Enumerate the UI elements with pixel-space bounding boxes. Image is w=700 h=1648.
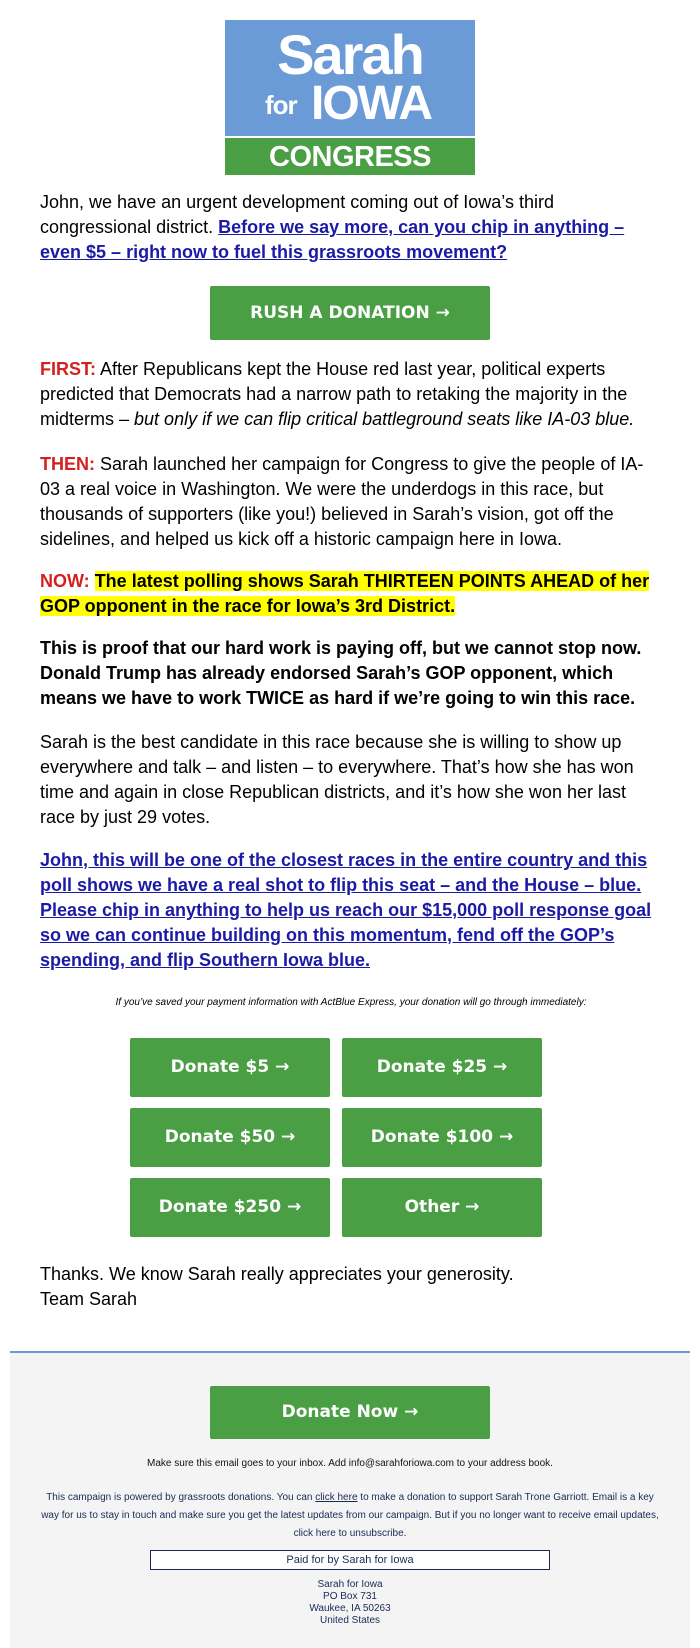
intro-text: John, we have an urgent development coming out of Iowa’s third congressional district. — [40, 192, 554, 237]
rush-donation-button[interactable]: RUSH A DONATION → — [210, 286, 490, 340]
click-here-link[interactable]: click here — [315, 1492, 358, 1503]
now-highlight: The latest polling shows Sarah THIRTEEN POINTS AHEAD of her GOP opponent in the race for Iowa’s 3rd District. — [40, 571, 650, 616]
actblue-express-note: If you’ve saved your payment information with ActBlue Express, your donation will go through immediately: — [115, 997, 587, 1008]
intro-paragraph — [40, 190, 662, 265]
donate-now-button[interactable]: Donate Now → — [210, 1386, 490, 1439]
address-line: Sarah for Iowa — [317, 1579, 383, 1590]
now-label: NOW: — [40, 571, 90, 591]
donate-other-button[interactable]: Other → — [342, 1178, 542, 1237]
closing-donate-link[interactable]: John, this will be one of the closest races in the entire country and this poll shows we have a real shot to flip this seat – and the House – blue. Please chip in anything to help us reach our $15,000 poll response goal so we can continue building on this momentum, fend off the GOP’s spending, and flip Southern Iowa blue. — [40, 850, 652, 970]
paid-for-box: Paid for by Sarah for Iowa — [150, 1550, 550, 1570]
first-italic: but only if we can flip critical battleground seats like IA-03 blue. — [134, 409, 635, 429]
mailing-address — [10, 1579, 690, 1627]
powered-note — [40, 1489, 660, 1543]
powered-post: to make a donation to support Sarah Trone Garriott. Email is a key way for us to stay in touch and make sure you get the latest updates from our campaign. But if you no longer want to receive email updates, click here to unsubscribe. — [41, 1492, 659, 1539]
logo-for: for — [265, 90, 297, 120]
address-line: United States — [319, 1615, 381, 1626]
logo-top-block — [225, 20, 475, 136]
first-label: FIRST: — [40, 359, 96, 379]
signature: Team Sarah — [40, 1289, 138, 1309]
donate-100-button[interactable]: Donate $100 → — [342, 1108, 542, 1167]
first-paragraph — [40, 357, 662, 432]
address-line: PO Box 731 — [323, 1591, 377, 1602]
logo-name: Sarah — [277, 23, 423, 86]
inbox-note: Make sure this email goes to your inbox. Add info@sarahforiowa.com to your address book. — [147, 1458, 553, 1469]
sign-off — [40, 1262, 662, 1312]
donate-5-button[interactable]: Donate $5 → — [130, 1038, 330, 1097]
logo-congress: CONGRESS — [225, 138, 475, 175]
thanks-line: Thanks. We know Sarah really appreciates your generosity. — [40, 1264, 514, 1284]
donate-25-button[interactable]: Donate $25 → — [342, 1038, 542, 1097]
then-paragraph — [40, 452, 662, 552]
powered-pre: This campaign is powered by grassroots donations. You can — [46, 1492, 316, 1503]
best-paragraph: Sarah is the best candidate in this race because she is willing to show up everywhere and talk – and listen – to everywhere. That’s how she has won time and again in close Republican districts, and it’s how she won her last race by just 29 votes. — [40, 732, 634, 827]
donate-250-button[interactable]: Donate $250 → — [130, 1178, 330, 1237]
closing-paragraph — [40, 848, 662, 973]
logo-iowa: IOWA — [311, 77, 431, 130]
proof-paragraph: This is proof that our hard work is paying off, but we cannot stop now. Donald Trump has already endorsed Sarah’s GOP opponent, which means we have to work TWICE as hard if we’re going to win this race. — [40, 638, 642, 708]
email-footer — [10, 1351, 690, 1648]
now-paragraph — [40, 569, 662, 619]
campaign-logo — [225, 20, 475, 175]
first-text: After Republicans kept the House red last year, political experts predicted that Democrats had a narrow path to retaking the majority in the midterms – — [40, 359, 628, 429]
then-label: THEN: — [40, 454, 95, 474]
intro-donate-link[interactable]: Before we say more, can you chip in anything – even $5 – right now to fuel this grassroots movement? — [40, 217, 625, 262]
donate-50-button[interactable]: Donate $50 → — [130, 1108, 330, 1167]
then-text: Sarah launched her campaign for Congress to give the people of IA-03 a real voice in Washington. We were the underdogs in this race, but thousands of supporters (like you!) believed in Sarah’s vision, got off the sidelines, and helped us kick off a historic campaign here in Iowa. — [40, 454, 644, 549]
address-line: Waukee, IA 50263 — [309, 1603, 391, 1614]
